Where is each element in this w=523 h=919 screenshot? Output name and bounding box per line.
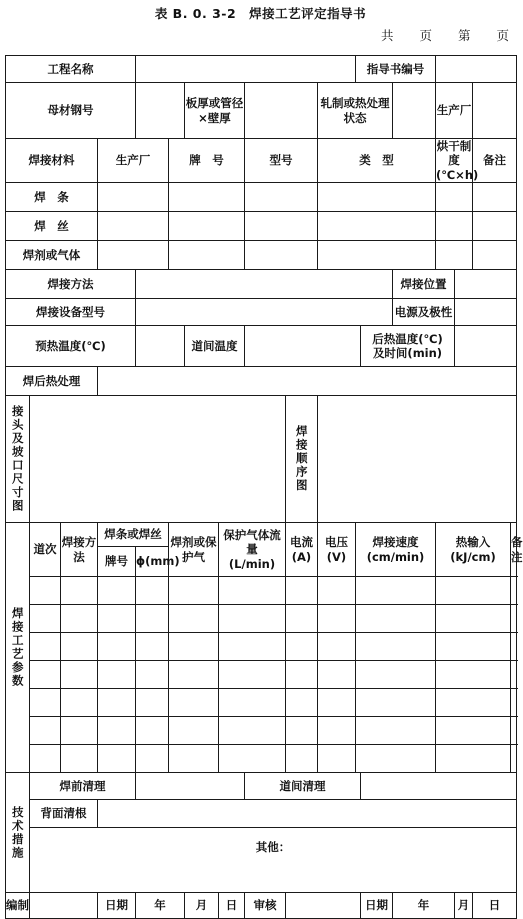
param-cell[interactable]	[136, 661, 169, 689]
interpass-clean-value[interactable]	[361, 773, 517, 800]
welding-method-value[interactable]	[136, 270, 393, 299]
param-cell[interactable]	[30, 661, 61, 689]
gas-flow-unit: (L/min)	[228, 556, 276, 571]
voltage-header	[318, 523, 356, 577]
rolling-state-label: 轧制或热处理状态	[318, 83, 393, 139]
param-cell[interactable]	[136, 689, 169, 717]
param-cell[interactable]	[169, 745, 219, 773]
params-side-text: 焊接工艺参数	[10, 607, 25, 689]
param-row[interactable]	[6, 689, 517, 717]
gas-flow-label: 保护气体流量	[223, 528, 281, 557]
base-metal-label: 母材钢号	[6, 83, 136, 139]
joint-drawing-text: 接头及坡口尺寸图	[10, 405, 25, 514]
pwht-label: 焊后热处理	[6, 367, 98, 396]
page-unit-label: 页	[496, 28, 511, 43]
electrode-drying[interactable]	[436, 183, 473, 212]
param-cell[interactable]	[98, 605, 136, 633]
param-cell[interactable]	[436, 605, 511, 633]
param-row[interactable]	[6, 633, 517, 661]
param-cell[interactable]	[169, 689, 219, 717]
param-cell[interactable]	[318, 745, 356, 773]
param-cell[interactable]	[356, 717, 436, 745]
flux-model[interactable]	[245, 241, 318, 270]
postheat-time-label: 及时间(min)	[372, 346, 443, 361]
review-value[interactable]	[286, 893, 361, 919]
flux-type[interactable]	[318, 241, 436, 270]
param-cell[interactable]	[30, 633, 61, 661]
electrode-model[interactable]	[245, 183, 318, 212]
param-cell[interactable]	[286, 633, 318, 661]
param-cell[interactable]	[356, 745, 436, 773]
current-unit: (A)	[291, 549, 312, 564]
review-day-label: 日	[488, 898, 501, 913]
flux-brand[interactable]	[169, 241, 245, 270]
param-row[interactable]	[6, 745, 517, 773]
thickness-label: 板厚或管径×壁厚	[185, 83, 245, 139]
preheat-temp-label: 预热温度(℃)	[6, 326, 136, 367]
param-cell[interactable]	[61, 577, 98, 605]
flux-remark[interactable]	[473, 241, 517, 270]
prepared-date-label: 日期	[98, 893, 136, 919]
param-cell[interactable]	[98, 717, 136, 745]
param-cell[interactable]	[318, 605, 356, 633]
wire-type[interactable]	[318, 212, 436, 241]
rolling-state-value[interactable]	[393, 83, 436, 139]
welding-method-label: 焊接方法	[6, 270, 136, 299]
material-model-header: 型号	[245, 139, 318, 183]
param-cell[interactable]	[30, 717, 61, 745]
pages-total-label: 共	[380, 28, 396, 43]
other-measures-label: 其他：	[255, 840, 291, 855]
heat-input-unit: (kJ/cm)	[450, 549, 496, 564]
param-cell[interactable]	[169, 577, 219, 605]
pass-header: 道次	[30, 523, 61, 577]
drying-header	[436, 139, 479, 183]
flux-maker[interactable]	[98, 241, 169, 270]
param-row[interactable]	[6, 605, 517, 633]
welding-position-label: 焊接位置	[393, 270, 455, 299]
interpass-temp-label: 道间温度	[185, 326, 245, 367]
joint-drawing-area[interactable]	[30, 396, 286, 523]
equipment-model-label: 焊接设备型号	[6, 299, 136, 326]
param-cell[interactable]	[61, 605, 98, 633]
pre-clean-label: 焊前清理	[30, 773, 136, 800]
param-cell[interactable]	[30, 745, 61, 773]
prepared-by-value[interactable]	[30, 893, 98, 919]
prepared-by-label: 编制	[6, 893, 30, 919]
drying-unit: (℃×h)	[436, 167, 479, 182]
maker-label: 生产厂	[436, 83, 473, 139]
sequence-drawing-text: 焊接顺序图	[294, 425, 309, 493]
param-cell[interactable]	[436, 577, 511, 605]
param-cell[interactable]	[169, 605, 219, 633]
param-cell[interactable]	[219, 717, 286, 745]
param-cell[interactable]	[219, 745, 286, 773]
sequence-drawing-label	[286, 396, 318, 523]
speed-label: 焊接速度	[372, 535, 419, 550]
heat-input-label: 热输入	[455, 535, 491, 550]
review-label: 审核	[245, 893, 286, 919]
welding-position-value[interactable]	[455, 270, 517, 299]
interpass-clean-label: 道间清理	[245, 773, 361, 800]
voltage-unit: (V)	[326, 549, 347, 564]
param-cell[interactable]	[318, 577, 356, 605]
guide-number-label: 指导书编号	[356, 56, 436, 83]
param-cell[interactable]	[61, 661, 98, 689]
tech-side-label	[6, 773, 30, 893]
flux-drying[interactable]	[436, 241, 473, 270]
project-name-value[interactable]	[136, 56, 356, 83]
month-label: 月	[195, 898, 208, 913]
param-cell[interactable]	[286, 577, 318, 605]
param-cell[interactable]	[219, 633, 286, 661]
param-cell[interactable]	[318, 633, 356, 661]
pages-unit-label: 页	[419, 28, 434, 43]
param-cell[interactable]	[98, 745, 136, 773]
postheat-temp-label: 后热温度(℃)	[372, 331, 443, 346]
material-maker-header: 生产厂	[98, 139, 169, 183]
material-type-header: 类 型	[318, 139, 436, 183]
wire-remark[interactable]	[473, 212, 517, 241]
prepared-month-cell[interactable]	[185, 893, 219, 919]
param-cell[interactable]	[61, 633, 98, 661]
param-cell[interactable]	[286, 605, 318, 633]
param-cell[interactable]	[436, 717, 511, 745]
param-cell[interactable]	[356, 605, 436, 633]
param-cell[interactable]	[98, 577, 136, 605]
pre-clean-value[interactable]	[136, 773, 245, 800]
other-measures-field[interactable]	[30, 828, 517, 893]
param-cell[interactable]	[98, 661, 136, 689]
param-cell[interactable]	[169, 717, 219, 745]
drying-label: 烘干制度	[436, 139, 472, 168]
electrode-type[interactable]	[318, 183, 436, 212]
param-cell[interactable]	[286, 661, 318, 689]
interpass-temp-value[interactable]	[245, 326, 361, 367]
param-cell[interactable]	[169, 661, 219, 689]
param-cell[interactable]	[286, 717, 318, 745]
param-cell[interactable]	[61, 689, 98, 717]
param-cell[interactable]	[318, 717, 356, 745]
heat-input-header	[436, 523, 511, 577]
electrode-label: 焊 条	[6, 183, 98, 212]
param-cell[interactable]	[98, 689, 136, 717]
form-title: 表 B. 0. 3-2 焊接工艺评定指导书	[154, 6, 367, 21]
gas-flow-header	[219, 523, 286, 577]
param-cell[interactable]	[511, 577, 517, 605]
review-month-label: 月	[457, 898, 470, 913]
param-cell[interactable]	[219, 661, 286, 689]
param-cell[interactable]	[511, 661, 517, 689]
electrode-brand[interactable]	[169, 183, 245, 212]
param-cell[interactable]	[436, 633, 511, 661]
param-cell[interactable]	[436, 661, 511, 689]
param-cell[interactable]	[436, 745, 511, 773]
equipment-model-value[interactable]	[136, 299, 393, 326]
electrode-remark[interactable]	[473, 183, 517, 212]
param-cell[interactable]	[286, 745, 318, 773]
param-cell[interactable]	[219, 605, 286, 633]
postheat-label	[361, 326, 455, 367]
wire-drying[interactable]	[436, 212, 473, 241]
param-cell[interactable]	[136, 717, 169, 745]
param-cell[interactable]	[511, 689, 517, 717]
wire-brand[interactable]	[169, 212, 245, 241]
current-label: 电流	[290, 535, 313, 550]
param-cell[interactable]	[98, 633, 136, 661]
review-day-cell[interactable]	[473, 893, 517, 919]
preheat-temp-value[interactable]	[136, 326, 185, 367]
day-label: 日	[225, 898, 238, 913]
electrode-maker[interactable]	[98, 183, 169, 212]
voltage-label: 电压	[325, 535, 348, 550]
param-cell[interactable]	[30, 689, 61, 717]
sequence-drawing-area[interactable]	[318, 396, 517, 523]
page-number-label: 第	[457, 28, 473, 43]
thickness-value[interactable]	[245, 83, 318, 139]
param-cell[interactable]	[136, 745, 169, 773]
param-cell[interactable]	[318, 661, 356, 689]
param-cell[interactable]	[219, 577, 286, 605]
param-cell[interactable]	[356, 577, 436, 605]
consumable-dia-header: ϕ(mm)	[136, 547, 169, 577]
wire-label: 焊 丝	[6, 212, 98, 241]
back-gouge-value[interactable]	[98, 800, 517, 828]
base-metal-value[interactable]	[136, 83, 185, 139]
review-year-label: 年	[417, 898, 430, 913]
flux-gas-header: 焊剂或保护气	[169, 523, 219, 577]
param-cell[interactable]	[61, 745, 98, 773]
param-cell[interactable]	[136, 605, 169, 633]
param-cell[interactable]	[219, 689, 286, 717]
param-cell[interactable]	[511, 605, 517, 633]
params-side-label	[6, 523, 30, 773]
param-cell[interactable]	[169, 633, 219, 661]
current-header	[286, 523, 318, 577]
prepared-day-cell[interactable]	[219, 893, 245, 919]
param-cell[interactable]	[511, 745, 517, 773]
param-row[interactable]	[6, 661, 517, 689]
material-brand-header: 牌 号	[169, 139, 245, 183]
review-date-label: 日期	[361, 893, 393, 919]
param-cell[interactable]	[318, 689, 356, 717]
speed-header	[356, 523, 436, 577]
param-cell[interactable]	[356, 689, 436, 717]
year-label: 年	[154, 898, 166, 913]
prepared-date-value[interactable]	[136, 893, 185, 919]
speed-unit: (cm/min)	[366, 549, 425, 564]
page-count	[363, 26, 511, 44]
joint-drawing-label	[6, 396, 30, 523]
procedure-form-table	[5, 55, 523, 919]
power-polarity-label: 电源及极性	[393, 299, 455, 326]
param-cell[interactable]	[136, 577, 169, 605]
wire-maker[interactable]	[98, 212, 169, 241]
wire-model[interactable]	[245, 212, 318, 241]
param-cell[interactable]	[511, 717, 517, 745]
flux-gas-label: 焊剂或气体	[6, 241, 98, 270]
review-month-cell[interactable]	[455, 893, 473, 919]
maker-value[interactable]	[473, 83, 517, 139]
param-row[interactable]	[6, 717, 517, 745]
param-cell[interactable]	[30, 605, 61, 633]
tech-side-text: 技术措施	[10, 805, 25, 860]
review-year-cell[interactable]	[393, 893, 455, 919]
param-cell[interactable]	[436, 689, 511, 717]
back-gouge-label: 背面清根	[30, 800, 98, 828]
postheat-value[interactable]	[455, 326, 517, 367]
consumable-header: 焊条或焊丝	[98, 523, 169, 547]
guide-number-value[interactable]	[436, 56, 517, 83]
param-cell[interactable]	[286, 689, 318, 717]
project-name-label: 工程名称	[6, 56, 136, 83]
consumable-brand-header: 牌号	[98, 547, 136, 577]
params-remark-header: 备注	[511, 523, 517, 577]
power-polarity-value[interactable]	[455, 299, 517, 326]
param-cell[interactable]	[61, 717, 98, 745]
param-cell[interactable]	[356, 661, 436, 689]
material-remark-header: 备注	[473, 139, 517, 183]
pwht-value[interactable]	[98, 367, 517, 396]
param-cell[interactable]	[511, 633, 517, 661]
param-cell[interactable]	[30, 577, 61, 605]
param-row[interactable]	[6, 577, 517, 605]
param-cell[interactable]	[356, 633, 436, 661]
param-cell[interactable]	[136, 633, 169, 661]
method-header: 焊接方法	[61, 523, 98, 577]
welding-material-label: 焊接材料	[6, 139, 98, 183]
